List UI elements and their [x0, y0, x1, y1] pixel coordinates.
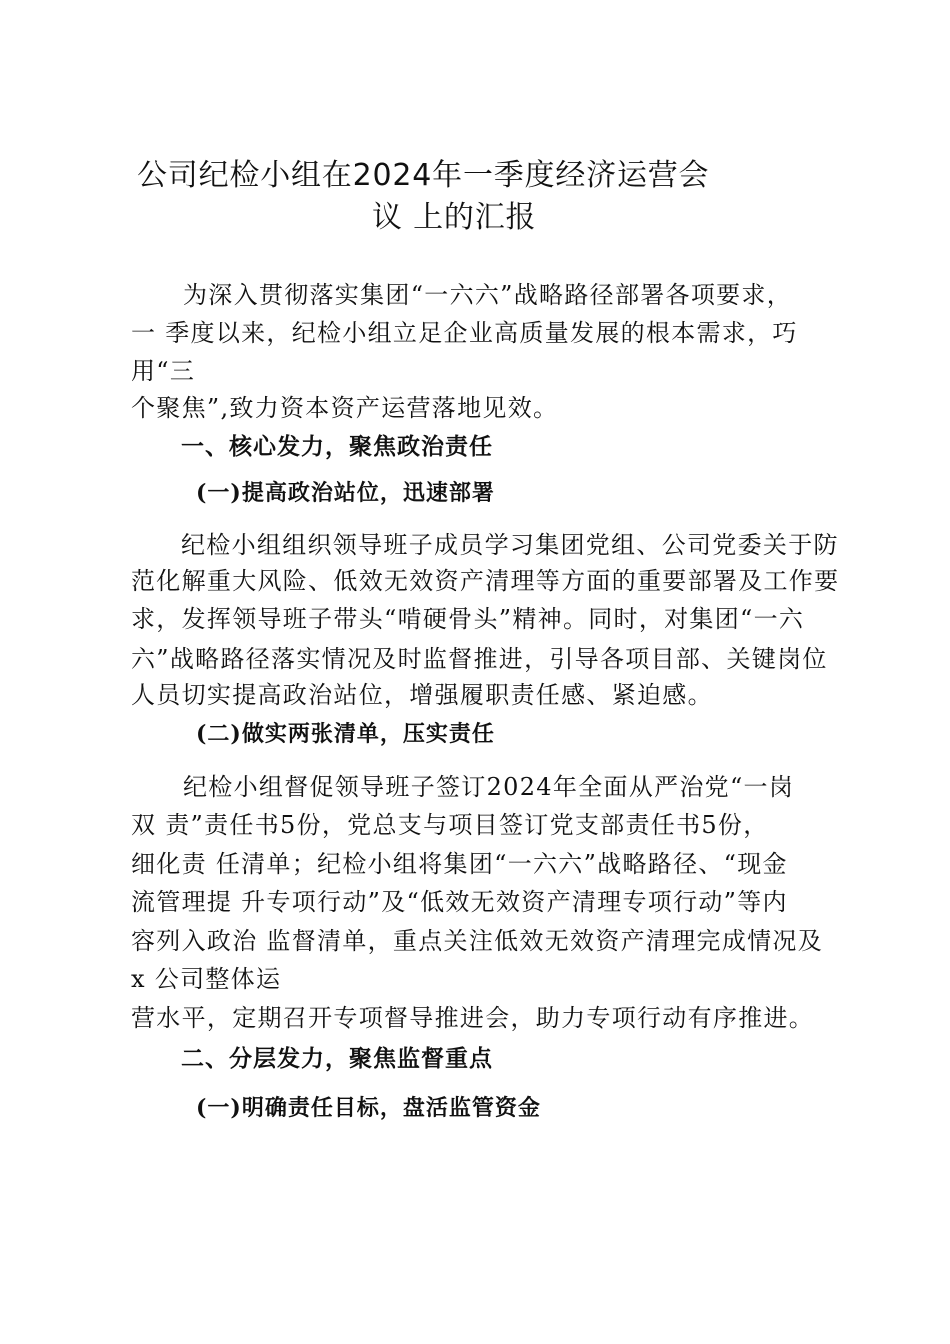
section-1-sub-2-line-6: x 公司整体运	[131, 965, 282, 993]
section-1-sub-2-heading: (二)做实两张清单，压实责任	[196, 721, 495, 747]
section-1-sub-1-line-3: 求，发挥领导班子带头“啃硬骨头”精神。同时，对集团“一六	[131, 605, 805, 633]
section-1-sub-2-line-2: 双 责”责任书5份，党总支与项目签订党支部责任书5份，	[131, 811, 769, 839]
section-1-sub-1-line-2: 范化解重大风险、低效无效资产清理等方面的重要部署及工作要	[131, 567, 840, 595]
section-1-sub-2-line-3: 细化责 任清单；纪检小组将集团“一六六”战略路径、“现金	[131, 850, 788, 878]
section-1-sub-1-line-5: 人员切实提高政治站位，增强履职责任感、紧迫感。	[131, 681, 713, 709]
section-2-heading: 二、分层发力，聚焦监督重点	[181, 1046, 493, 1072]
document-title-line-1: 公司纪检小组在2024年一季度经济运营会	[137, 158, 710, 193]
section-1-sub-2-line-5: 容列入政治 监督清单，重点关注低效无效资产清理完成情况及	[131, 927, 824, 955]
section-1-sub-2-line-7: 营水平，定期召开专项督导推进会，助力专项行动有序推进。	[131, 1004, 815, 1032]
section-1-sub-1-line-4: 六”战略路径落实情况及时监督推进，引导各项目部、关键岗位	[131, 645, 828, 673]
intro-line-2: 一 季度以来，纪检小组立足企业高质量发展的根本需求，巧	[131, 319, 798, 347]
section-1-sub-1-line-1: 纪检小组组织领导班子成员学习集团党组、公司党委关于防	[181, 531, 839, 559]
intro-line-1: 为深入贯彻落实集团“一六六”战略路径部署各项要求，	[183, 281, 793, 309]
section-1-sub-2-line-4: 流管理提 升专项行动”及“低效无效资产清理专项行动”等内	[131, 888, 788, 916]
section-1-sub-2-line-1: 纪检小组督促领导班子签订2024年全面从严治党“一岗	[183, 773, 795, 801]
section-1-heading: 一、核心发力，聚焦政治责任	[181, 434, 493, 460]
document-title-line-2: 议 上的汇报	[372, 200, 537, 235]
intro-line-3: 用“三	[131, 357, 196, 385]
intro-line-4: 个聚焦”,致力资本资产运营落地见效。	[131, 394, 559, 422]
section-1-sub-1-heading: (一)提高政治站位，迅速部署	[196, 480, 495, 506]
section-2-sub-1-heading: (一)明确责任目标，盘活监管资金	[196, 1095, 541, 1121]
